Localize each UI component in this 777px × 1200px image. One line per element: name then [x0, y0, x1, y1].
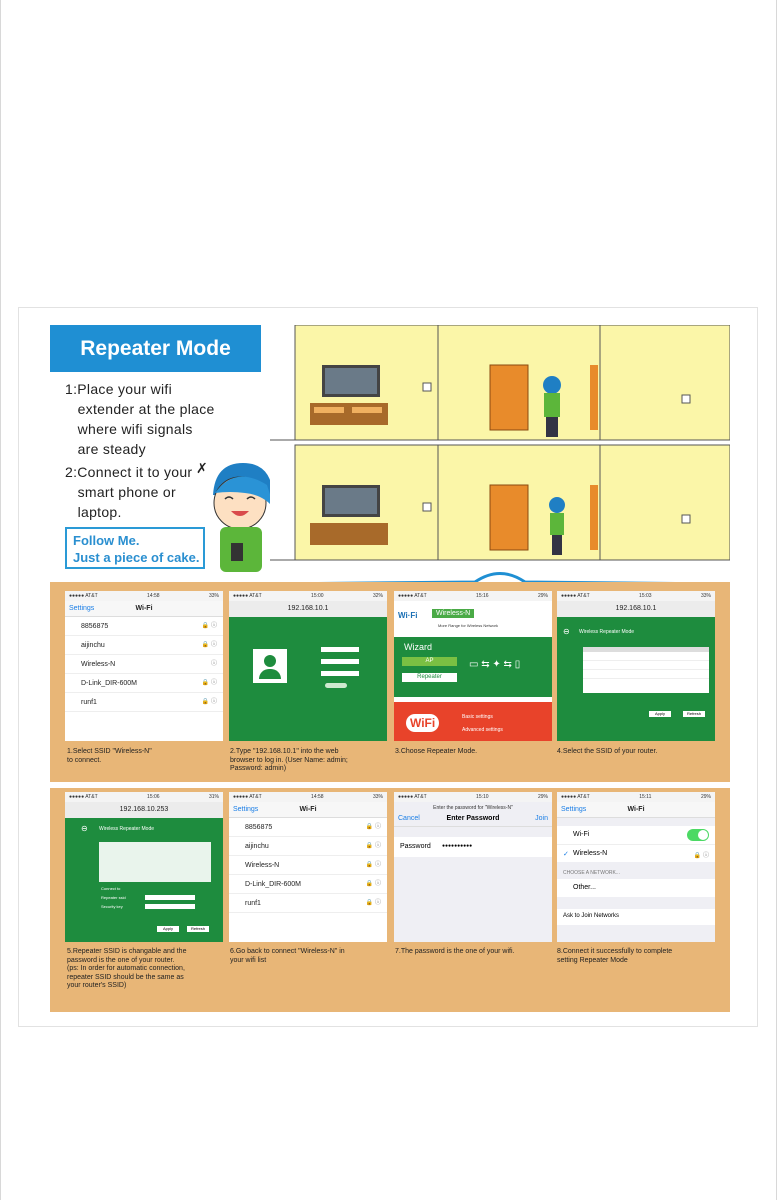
ask-label: Ask to Join Networks	[563, 913, 620, 919]
nav-title: Wi-Fi	[299, 806, 317, 813]
brand-label: Wireless-N	[432, 609, 474, 618]
lock-wifi-info-icon[interactable]: 🔒 ⓘ	[693, 853, 709, 859]
wifi-network-row[interactable]: Wireless-N ⓘ	[65, 655, 223, 674]
join-button[interactable]: Join	[535, 815, 548, 822]
status-bar: ●●●●● AT&T 15:16 29%	[394, 591, 552, 601]
settings-back-button[interactable]: Settings	[561, 806, 587, 813]
cancel-button[interactable]: Cancel	[398, 815, 420, 822]
sparkle-icon: ✗	[196, 460, 208, 476]
security-key-input[interactable]	[145, 904, 195, 909]
lock-wifi-info-icon: 🔒 ⓘ	[365, 824, 381, 830]
password-prompt: Enter the password for "Wireless-N"	[433, 805, 513, 811]
wifi-label: Wi-Fi	[573, 831, 590, 838]
wizard-panel	[394, 637, 552, 697]
username-field[interactable]	[321, 647, 359, 652]
repeater-header: Wireless Repeater Mode	[579, 629, 635, 635]
password-nav	[394, 811, 552, 827]
refresh-button[interactable]: Refresh	[683, 711, 705, 717]
login-button[interactable]	[325, 683, 347, 688]
back-circle-icon[interactable]: ⊖	[81, 824, 88, 833]
wizard-title: Wizard	[404, 642, 433, 652]
ssid-table[interactable]	[99, 842, 211, 882]
screenshot-8-connected	[557, 792, 715, 942]
password-label: Password	[400, 843, 431, 850]
language-select[interactable]	[321, 671, 359, 676]
apply-button[interactable]: Apply	[649, 711, 671, 717]
repeater-ssid-label: Repeater ssid	[101, 895, 126, 900]
time-label: 14:58	[147, 593, 160, 599]
title-banner	[50, 325, 261, 372]
security-key-label: Security key	[101, 904, 123, 909]
screenshot-1-wifi-list	[65, 591, 223, 741]
wifi-network-row[interactable]: runf1 🔒 ⓘ	[65, 693, 223, 712]
other-label: Other...	[573, 884, 596, 891]
screenshot-4-select-ssid	[557, 591, 715, 741]
wifi-network-row[interactable]: 8856875 🔒 ⓘ	[65, 617, 223, 636]
network-name: Wireless-N	[573, 850, 608, 857]
checkmark-icon: ✓	[563, 851, 569, 858]
repeater-mode-button[interactable]: Repeater	[402, 673, 457, 682]
ap-mode-button[interactable]: AP	[402, 657, 457, 666]
wifi-toggle-row	[557, 826, 715, 844]
caption-7: 7.The password is the one of your wifi.	[395, 948, 515, 955]
nav-title: Enter Password	[446, 815, 500, 822]
other-network-row[interactable]	[557, 879, 715, 897]
lock-wifi-info-icon: 🔒 ⓘ	[201, 699, 217, 705]
back-circle-icon[interactable]: ⊖	[563, 627, 570, 636]
follow-line-1: Follow Me.	[73, 533, 140, 548]
advanced-settings-link[interactable]: Advanced settings	[462, 727, 503, 733]
nav-bar	[229, 802, 387, 818]
page-title: Repeater Mode	[80, 337, 231, 360]
screenshot-7-password	[394, 792, 552, 942]
basic-settings-link[interactable]: Basic settings	[462, 714, 493, 720]
screenshot-3-wizard	[394, 591, 552, 741]
wifi-network-row[interactable]: D-Link_DIR-600M 🔒 ⓘ	[229, 875, 387, 894]
apply-button[interactable]: Apply	[157, 926, 179, 932]
caption-8: 8.Connect it successfully to complete setting Repeater Mode	[557, 948, 673, 964]
caption-1: 1.Select SSID "Wireless-N" to connect.	[67, 748, 152, 764]
url-bar[interactable]: 192.168.10.1	[229, 601, 387, 617]
follow-line-2: Just a piece of cake.	[73, 550, 200, 565]
screenshot-6-wifi-list	[229, 792, 387, 942]
settings-menu	[394, 702, 552, 741]
status-bar: ●●●●● AT&T 14:58 33%	[229, 792, 387, 802]
repeater-ssid-input[interactable]	[145, 895, 195, 900]
nav-title: Wi-Fi	[627, 806, 645, 813]
wifi-network-row[interactable]: 8856875 🔒 ⓘ	[229, 818, 387, 837]
caption-5: 5.Repeater SSID is changable and the password is the one of your router. (ps: In order for automatic connection, repeater SSID should be the same as your router's SSID)	[67, 948, 187, 989]
user-avatar-icon	[253, 649, 287, 683]
wifi-logo-small: Wi·Fi	[398, 611, 418, 620]
connect-to-label: Connect to	[101, 886, 121, 891]
ssid-table[interactable]	[583, 647, 709, 693]
wizard-header	[394, 601, 552, 637]
lock-wifi-info-icon: 🔒 ⓘ	[365, 843, 381, 849]
password-field[interactable]	[394, 837, 552, 857]
repeater-page	[557, 617, 715, 741]
connected-network-row[interactable]	[557, 844, 715, 862]
nav-bar	[557, 802, 715, 818]
wifi-info-icon: ⓘ	[210, 661, 217, 667]
wifi-network-row[interactable]: aijinchu 🔒 ⓘ	[65, 636, 223, 655]
status-bar	[65, 591, 223, 601]
step-2-text: 2:Connect it to your smart phone or laptop.	[65, 464, 193, 520]
caption-3: 3.Choose Repeater Mode.	[395, 748, 478, 755]
repeater-settings-page	[65, 818, 223, 942]
panel-divider	[50, 782, 730, 788]
wifi-logo-icon: WiFi	[406, 714, 439, 732]
network-diagram-icon: ▭ ⇆ ✦ ⇆ ▯	[469, 659, 521, 670]
settings-back-button[interactable]: Settings	[233, 806, 259, 813]
lock-wifi-info-icon: 🔒 ⓘ	[201, 642, 217, 648]
ask-to-join-row[interactable]	[557, 909, 715, 925]
status-bar: ●●●●● AT&T 15:03 33%	[557, 591, 715, 601]
lock-wifi-info-icon: 🔒 ⓘ	[201, 680, 217, 686]
status-bar: ●●●●● AT&T 15:10 29%	[394, 792, 552, 802]
lock-wifi-info-icon: 🔒 ⓘ	[365, 862, 381, 868]
screenshot-5-repeater-settings	[65, 792, 223, 942]
repeater-header: Wireless Repeater Mode	[99, 826, 155, 832]
lock-wifi-info-icon: 🔒 ⓘ	[365, 900, 381, 906]
caption-6: 6.Go back to connect "Wireless-N" in your wifi list	[230, 948, 345, 964]
status-bar: ●●●●● AT&T 15:00 32%	[229, 591, 387, 601]
url-bar[interactable]: 192.168.10.253	[65, 802, 223, 818]
lock-wifi-info-icon: 🔒 ⓘ	[201, 623, 217, 629]
settings-back-button[interactable]: Settings	[69, 605, 95, 612]
carrier-label: ●●●●● AT&T	[69, 593, 98, 599]
login-page	[229, 617, 387, 741]
house-scene-illustration	[270, 325, 730, 565]
url-bar[interactable]: 192.168.10.1	[557, 601, 715, 617]
lock-wifi-info-icon: 🔒 ⓘ	[365, 881, 381, 887]
status-bar: ●●●●● AT&T 15:11 29%	[557, 792, 715, 802]
wifi-network-row[interactable]: aijinchu 🔒 ⓘ	[229, 837, 387, 856]
wifi-toggle[interactable]	[687, 829, 709, 841]
wifi-network-row[interactable]: runf1 🔒 ⓘ	[229, 894, 387, 913]
password-field[interactable]	[321, 659, 359, 664]
status-bar: ●●●●● AT&T 15:06 31%	[65, 792, 223, 802]
caption-2: 2.Type "192.168.10.1" into the web browser to log in. (User Name: admin; Password: admin)	[230, 748, 348, 772]
caption-4: 4.Select the SSID of your router.	[557, 748, 658, 755]
nav-bar	[65, 601, 223, 617]
wifi-network-row[interactable]: D-Link_DIR-600M 🔒 ⓘ	[65, 674, 223, 693]
choose-network-label: CHOOSE A NETWORK...	[563, 870, 620, 876]
step-1-text: 1:Place your wifi extender at the place where wifi signals are steady	[65, 381, 215, 457]
refresh-button[interactable]: Refresh	[187, 926, 209, 932]
nav-title: Wi-Fi	[135, 605, 153, 612]
battery-label: 33%	[208, 593, 219, 599]
wifi-network-row[interactable]: Wireless-N 🔒 ⓘ	[229, 856, 387, 875]
tagline: More Range for Wireless Network	[438, 623, 499, 628]
screenshot-2-login	[229, 591, 387, 741]
password-dots: ●●●●●●●●●●	[442, 843, 473, 849]
